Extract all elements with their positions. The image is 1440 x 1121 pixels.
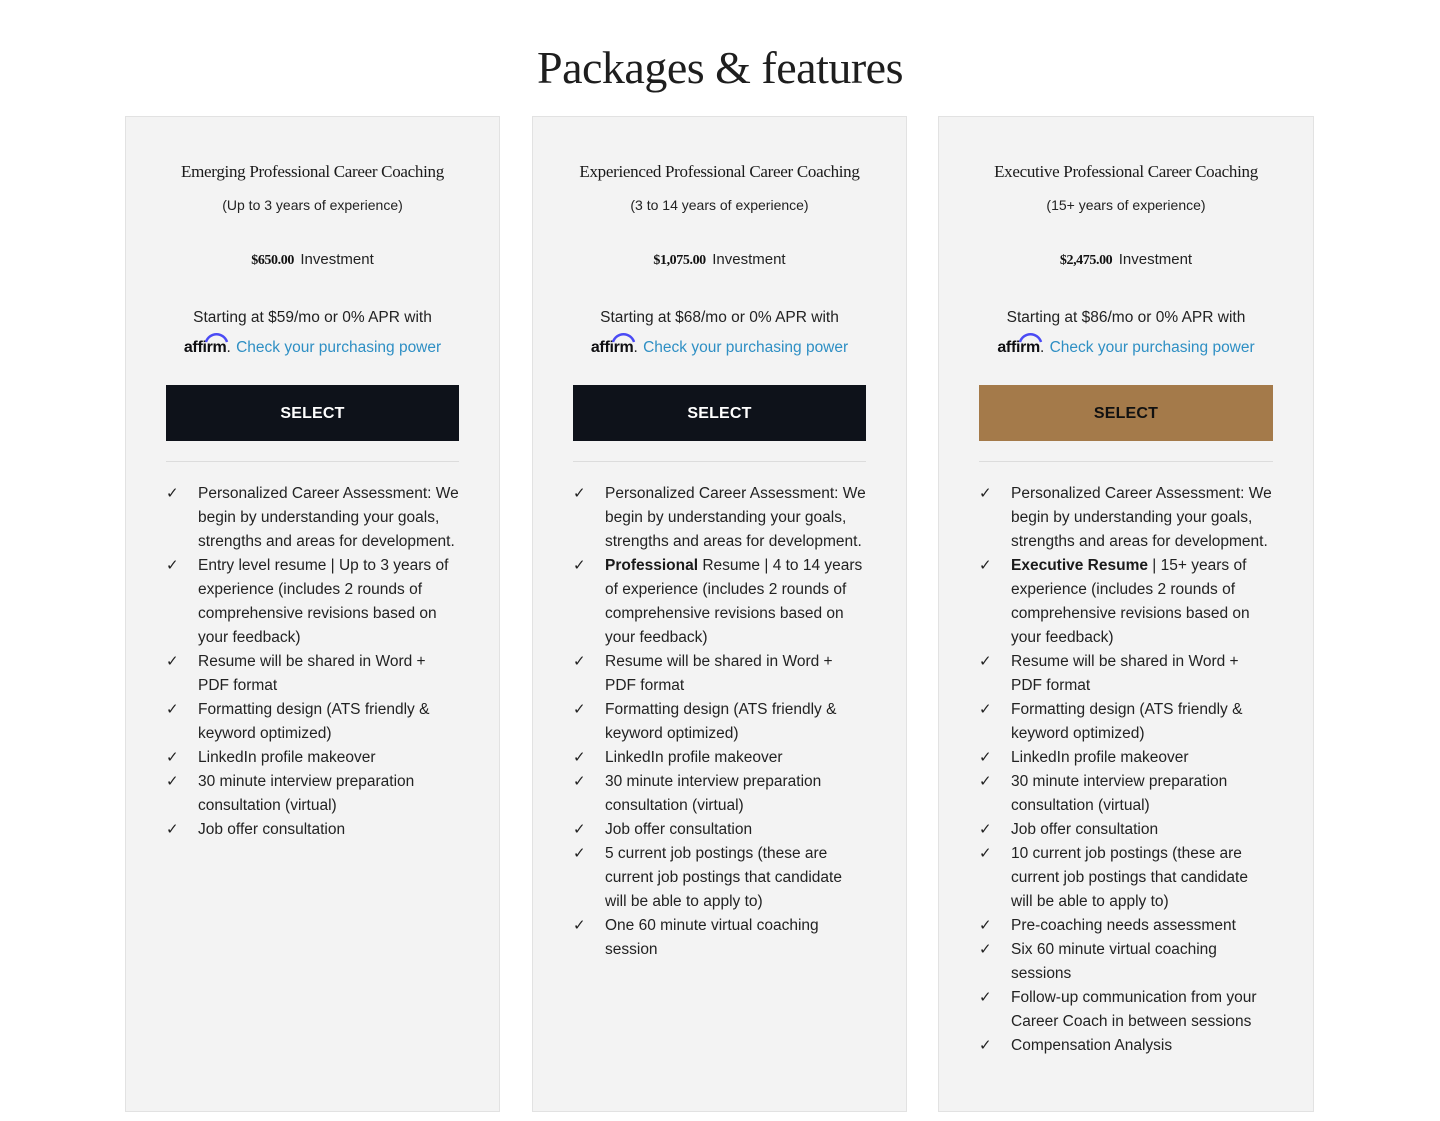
financing-info: Starting at $59/mo or 0% APR with affirm . Check your purchasing power — [166, 305, 459, 361]
financing-prefix: Starting at — [193, 309, 264, 326]
check-icon: ✓ — [979, 821, 992, 838]
financing-prefix: Starting at — [600, 309, 671, 326]
feature-item: ✓ Personalized Career Assessment: We begin by understanding your goals, strengths and areas for development. — [979, 482, 1273, 554]
financing-monthly: $59/mo — [268, 309, 320, 326]
feature-item: ✓ Compensation Analysis — [979, 1034, 1273, 1058]
check-icon: ✓ — [573, 821, 586, 838]
financing-info: Starting at $86/mo or 0% APR with affirm . Check your purchasing power — [979, 305, 1273, 361]
feature-item: ✓ 30 minute interview preparation consultation (virtual) — [166, 770, 459, 818]
feature-item: ✓ One 60 minute virtual coaching session — [573, 914, 866, 962]
package-name: Executive Professional Career Coaching — [994, 162, 1258, 181]
check-icon: ✓ — [166, 557, 179, 574]
package-card-experienced — [532, 116, 907, 1112]
check-icon: ✓ — [166, 653, 179, 670]
affirm-logo: affirm — [997, 331, 1040, 361]
financing-info: Starting at $68/mo or 0% APR with affirm . Check your purchasing power — [573, 305, 866, 361]
feature-item: ✓ Resume will be shared in Word + PDF format — [979, 650, 1273, 698]
check-icon: ✓ — [979, 941, 992, 958]
check-icon: ✓ — [573, 773, 586, 790]
check-icon: ✓ — [573, 749, 586, 766]
price-amount: $1,075.00 — [653, 253, 706, 268]
feature-item: ✓ 30 minute interview preparation consultation (virtual) — [979, 770, 1273, 818]
package-experience: (15+ years of experience) — [1046, 197, 1206, 213]
financing-prefix: Starting at — [1006, 309, 1078, 326]
affirm-logo: affirm — [591, 331, 634, 361]
feature-item: ✓ LinkedIn profile makeover — [166, 746, 459, 770]
feature-item: ✓ Formatting design (ATS friendly & keyword optimized) — [979, 698, 1273, 746]
check-icon: ✓ — [573, 557, 586, 574]
check-icon: ✓ — [573, 701, 586, 718]
financing-suffix: or 0% APR with — [324, 309, 432, 326]
check-icon: ✓ — [573, 485, 586, 502]
divider — [979, 461, 1273, 462]
check-icon: ✓ — [166, 773, 179, 790]
package-experience: (Up to 3 years of experience) — [222, 197, 403, 213]
financing-suffix: or 0% APR with — [1137, 309, 1246, 326]
feature-item: ✓ Job offer consultation — [573, 818, 866, 842]
feature-item: ✓ Formatting design (ATS friendly & keyword optimized) — [573, 698, 866, 746]
check-icon: ✓ — [573, 653, 586, 670]
feature-item: ✓ Pre-coaching needs assessment — [979, 914, 1273, 938]
feature-item: ✓ Resume will be shared in Word + PDF format — [573, 650, 866, 698]
price-amount: $2,475.00 — [1059, 253, 1113, 268]
select-button[interactable]: SELECT — [166, 385, 459, 441]
feature-item: ✓ Personalized Career Assessment: We begin by understanding your goals, strengths and areas for development. — [573, 482, 866, 554]
financing-monthly: $68/mo — [675, 309, 727, 326]
divider — [166, 461, 459, 462]
feature-item: ✓ LinkedIn profile makeover — [573, 746, 866, 770]
check-icon: ✓ — [979, 485, 992, 502]
price-label: Investment — [300, 251, 374, 268]
feature-list — [979, 482, 1273, 1058]
check-icon: ✓ — [979, 845, 992, 862]
select-button[interactable]: SELECT — [573, 385, 866, 441]
check-purchasing-power-link[interactable]: Check your purchasing power — [643, 339, 849, 356]
feature-item: ✓ 10 current job postings (these are current job postings that candidate will be able to apply to) — [979, 842, 1273, 914]
check-icon: ✓ — [979, 749, 992, 766]
check-icon: ✓ — [979, 917, 992, 934]
feature-item: ✓ Job offer consultation — [979, 818, 1273, 842]
select-button[interactable]: SELECT — [979, 385, 1273, 441]
check-icon: ✓ — [166, 821, 179, 838]
check-icon: ✓ — [573, 845, 586, 862]
check-purchasing-power-link[interactable]: Check your purchasing power — [236, 339, 442, 356]
check-icon: ✓ — [166, 749, 179, 766]
price-row — [979, 250, 1273, 271]
price-row — [166, 250, 459, 271]
check-icon: ✓ — [979, 989, 992, 1006]
check-icon: ✓ — [979, 701, 992, 718]
feature-list — [166, 482, 459, 842]
price-label: Investment — [1118, 251, 1193, 268]
price-row — [573, 250, 866, 271]
feature-item: ✓ Personalized Career Assessment: We begin by understanding your goals, strengths and areas for development. — [166, 482, 459, 554]
check-icon: ✓ — [979, 557, 992, 574]
financing-monthly: $86/mo — [1081, 309, 1134, 326]
divider — [573, 461, 866, 462]
page-title: Packages & features — [536, 42, 903, 93]
check-purchasing-power-link[interactable]: Check your purchasing power — [1049, 339, 1255, 356]
feature-item: ✓ LinkedIn profile makeover — [979, 746, 1273, 770]
feature-item: ✓ Six 60 minute virtual coaching sessions — [979, 938, 1273, 986]
feature-list — [573, 482, 866, 962]
feature-item: ✓ Resume will be shared in Word + PDF format — [166, 650, 459, 698]
feature-item: ✓ Entry level resume | Up to 3 years of experience (includes 2 rounds of comprehensive revisions based on your feedback) — [166, 554, 459, 650]
feature-item: ✓ 5 current job postings (these are current job postings that candidate will be able to apply to) — [573, 842, 866, 914]
package-name: Experienced Professional Career Coaching — [579, 162, 860, 181]
check-icon: ✓ — [979, 653, 992, 670]
package-card-emerging — [125, 116, 500, 1112]
price-amount: $650.00 — [251, 253, 294, 268]
financing-suffix: or 0% APR with — [731, 309, 839, 326]
check-icon: ✓ — [573, 917, 586, 934]
feature-item: ✓ Professional Resume | 4 to 14 years of experience (includes 2 rounds of comprehensive revisions based on your feedback) — [573, 554, 866, 650]
package-experience: (3 to 14 years of experience) — [630, 197, 809, 213]
feature-item: ✓ 30 minute interview preparation consultation (virtual) — [573, 770, 866, 818]
check-icon: ✓ — [979, 1037, 992, 1054]
check-icon: ✓ — [166, 701, 179, 718]
package-name: Emerging Professional Career Coaching — [181, 162, 444, 181]
affirm-logo: affirm — [184, 331, 227, 361]
feature-item: ✓ Job offer consultation — [166, 818, 459, 842]
check-icon: ✓ — [979, 773, 992, 790]
feature-item: ✓ Formatting design (ATS friendly & keyword optimized) — [166, 698, 459, 746]
check-icon: ✓ — [166, 485, 179, 502]
package-card-executive — [938, 116, 1314, 1112]
feature-item: ✓ Executive Resume | 15+ years of experience (includes 2 rounds of comprehensive revisions based on your feedback) — [979, 554, 1273, 650]
price-label: Investment — [712, 251, 786, 268]
feature-item: ✓ Follow-up communication from your Career Coach in between sessions — [979, 986, 1273, 1034]
